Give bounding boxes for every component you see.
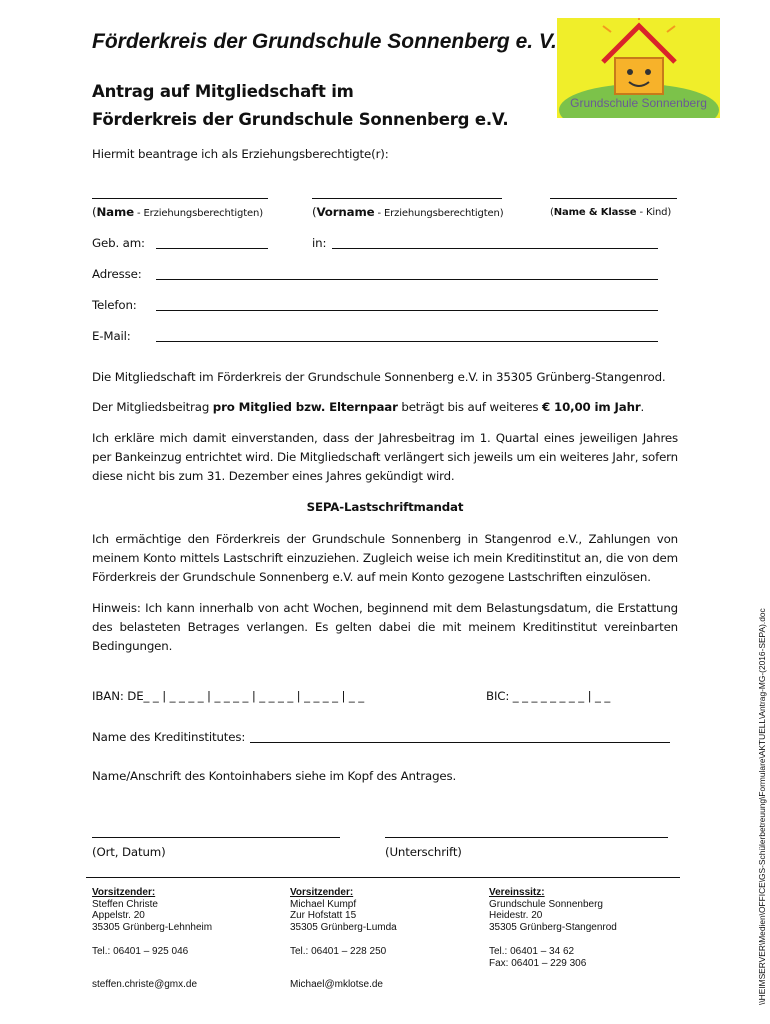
adresse-label: Adresse: <box>92 267 142 281</box>
school-logo <box>557 18 720 118</box>
adresse-field-line[interactable] <box>156 279 658 280</box>
signature-label: (Unterschrift) <box>385 845 462 859</box>
letterhead-title: Förderkreis der Grundschule Sonnenberg e. V. <box>92 30 557 53</box>
in-label: in: <box>312 236 327 250</box>
footer-col-3-tel: Tel.: 06401 – 34 62 Fax: 06401 – 229 306 <box>489 946 587 969</box>
signature-line[interactable] <box>385 837 668 838</box>
name-label: (Name - Erziehungsberechtigten) <box>92 205 263 219</box>
vorname-field-line[interactable] <box>312 198 502 199</box>
footer-col-1-tel: Tel.: 06401 – 925 046 <box>92 946 189 957</box>
footer-col-2: Vorsitzender: Michael Kumpf Zur Hofstatt 15 35305 Grünberg-Lumda <box>290 887 397 933</box>
geb-field-line[interactable] <box>156 248 268 249</box>
logo-text: Grundschule Sonnenberg <box>570 96 707 110</box>
name-field-line[interactable] <box>92 198 268 199</box>
footer-divider <box>86 877 680 878</box>
vorname-label: (Vorname - Erziehungsberechtigten) <box>312 205 504 219</box>
consent-paragraph: Ich erkläre mich damit einverstanden, dass der Jahresbeitrag im 1. Quartal eines jeweiligen Jahres per Bankeinzug entrichtet wird. Die Mitgliedschaft verlängert sich jeweils um ein weiteres Jahr, sofern diese nicht bis zum 31. Dezember eines Jahres gekündigt wird. <box>92 431 678 483</box>
bic-field[interactable]: BIC: _ _ _ _ _ _ _ _ | _ _ <box>486 689 611 703</box>
place-date-line[interactable] <box>92 837 340 838</box>
iban-field[interactable]: IBAN: DE_ _ | _ _ _ _ | _ _ _ _ | _ _ _ _ | _ _ _ _ | _ _ <box>92 689 365 703</box>
footer-col-1-mail[interactable]: steffen.christe@gmx.de <box>92 979 198 990</box>
bank-label: Name des Kreditinstitutes: <box>92 730 246 744</box>
place-date-label: (Ort, Datum) <box>92 845 166 859</box>
account-holder-text: Name/Anschrift des Kontoinhabers siehe im Kopf des Antrages. <box>92 769 457 783</box>
fee-text: Der Mitgliedsbeitrag pro Mitglied bzw. Elternpaar beträgt bis auf weiteres € 10,00 im Jahr. <box>92 400 645 414</box>
geb-label: Geb. am: <box>92 236 145 250</box>
footer-col-2-tel: Tel.: 06401 – 228 250 <box>290 946 387 957</box>
footer-col-1: Vorsitzender: Steffen Christe Appelstr. 20 35305 Grünberg-Lehnheim <box>92 887 213 933</box>
telefon-field-line[interactable] <box>156 310 658 311</box>
file-path-vertical: \\HEIMSERVER\Medien\OFFICE\GS-Schülerbetreuung\Formulare\AKTUELL\Antrag-MG-(2016-SEPA).doc <box>757 608 767 1005</box>
geburtsort-field-line[interactable] <box>332 248 658 249</box>
kind-label: (Name & Klasse - Kind) <box>550 207 672 218</box>
sepa-paragraph: Ich ermächtige den Förderkreis der Grundschule Sonnenberg in Stangenrod e.V., Zahlungen von meinem Konto mittels Lastschrift einzuziehen. Zugleich weise ich mein Kreditinstitut an, die von dem Förderkreis der Grundschule Sonnenberg e.V. auf mein Konto gezogene Lastschriften einzulösen. <box>92 532 678 584</box>
telefon-label: Telefon: <box>92 298 137 312</box>
hint-paragraph: Hinweis: Ich kann innerhalb von acht Wochen, beginnend mit dem Belastungsdatum, die Erstattung des belasteten Betrages verlangen. Es gelten dabei die mit meinem Kreditinstitut vereinbarten Bedingungen. <box>92 601 678 653</box>
kind-field-line[interactable] <box>550 198 677 199</box>
footer-col-3: Vereinssitz: Grundschule Sonnenberg Heidestr. 20 35305 Grünberg-Stangenrod <box>489 887 617 933</box>
membership-text: Die Mitgliedschaft im Förderkreis der Grundschule Sonnenberg e.V. in 35305 Grünberg-Stangenrod. <box>92 370 666 384</box>
intro-text: Hiermit beantrage ich als Erziehungsberechtigte(r): <box>92 147 389 161</box>
form-heading-line2: Förderkreis der Grundschule Sonnenberg e.V. <box>92 110 509 129</box>
email-label: E-Mail: <box>92 329 131 343</box>
form-heading-line1: Antrag auf Mitgliedschaft im <box>92 82 354 101</box>
email-field-line[interactable] <box>156 341 658 342</box>
bank-field-line[interactable] <box>250 742 670 743</box>
footer-col-2-mail[interactable]: Michael@mklotse.de <box>290 979 383 990</box>
sepa-title: SEPA-Lastschriftmandat <box>306 500 464 514</box>
